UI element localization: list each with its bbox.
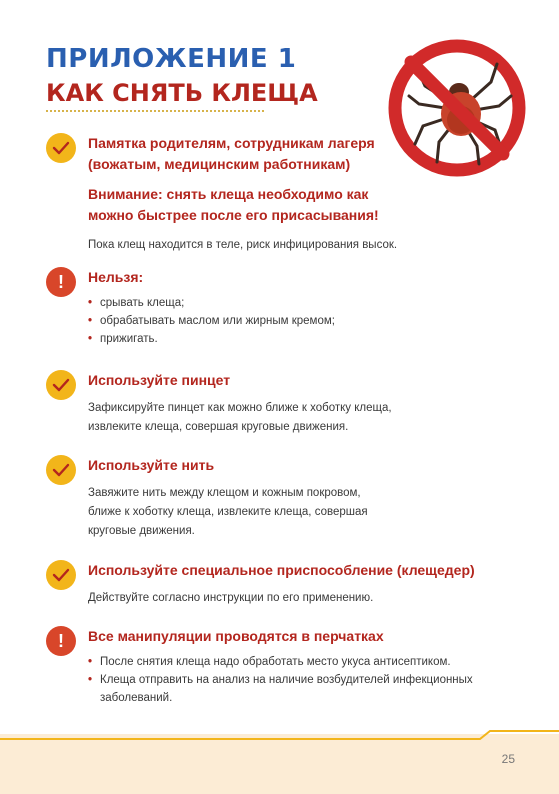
section-memo (46, 133, 519, 255)
attention-text: Внимание: снять клеща необходимо как можно быстрее после его присасывания! (88, 186, 379, 223)
title-underline (46, 110, 264, 112)
section-tweezers (46, 370, 519, 437)
section-heading: Используйте пинцет (88, 372, 231, 388)
check-icon (46, 455, 76, 485)
list-item: • Клеща отправить на анализ на наличие возбудителей инфекционных заболеваний. (88, 671, 488, 707)
list-item: • прижигать. (88, 330, 519, 348)
list-item: • срывать клеща; (88, 294, 519, 312)
footer-line (0, 730, 559, 740)
footer-band (0, 734, 559, 794)
section-heading: Все манипуляции проводятся в перчатках (88, 628, 384, 644)
section-text: Действуйте согласно инструкции по его применению. (88, 592, 374, 604)
section-text: Пока клещ находится в теле, риск инфицирования высок. (88, 239, 398, 251)
section-text: Зафиксируйте пинцет как можно ближе к хоботку клеща, извлеките клеща, совершая круговые движения. (88, 402, 392, 433)
section-heading: Нельзя: (88, 269, 144, 285)
page-title: КАК СНЯТЬ КЛЕЩА (46, 79, 318, 107)
section-thread (46, 455, 519, 541)
exclamation-icon: ! (46, 626, 76, 656)
section-heading: Используйте специальное приспособление (клещедер) (88, 562, 475, 578)
list-item: • обрабатывать маслом или жирным кремом; (88, 312, 519, 330)
check-icon (46, 560, 76, 590)
exclamation-icon: ! (46, 267, 76, 297)
section-heading: Памятка родителям, сотрудникам лагеря (вожатым, медицинским работникам) (88, 135, 375, 172)
check-icon (46, 133, 76, 163)
section-tick-remover (46, 560, 519, 608)
list-item: • После снятия клеща надо обработать место укуса антисептиком. (88, 653, 488, 671)
bullet-list (88, 653, 488, 707)
check-icon (46, 370, 76, 400)
page-number: 25 (501, 752, 515, 766)
section-heading: Используйте нить (88, 457, 215, 473)
appendix-title: ПРИЛОЖЕНИЕ 1 (46, 44, 297, 74)
section-prohibited (46, 267, 519, 348)
bullet-list (88, 294, 519, 348)
section-gloves (46, 626, 519, 707)
section-text: Завяжите нить между клещом и кожным покровом, ближе к хоботку клеща, извлеките клеща, совершая круговые движения. (88, 487, 368, 537)
